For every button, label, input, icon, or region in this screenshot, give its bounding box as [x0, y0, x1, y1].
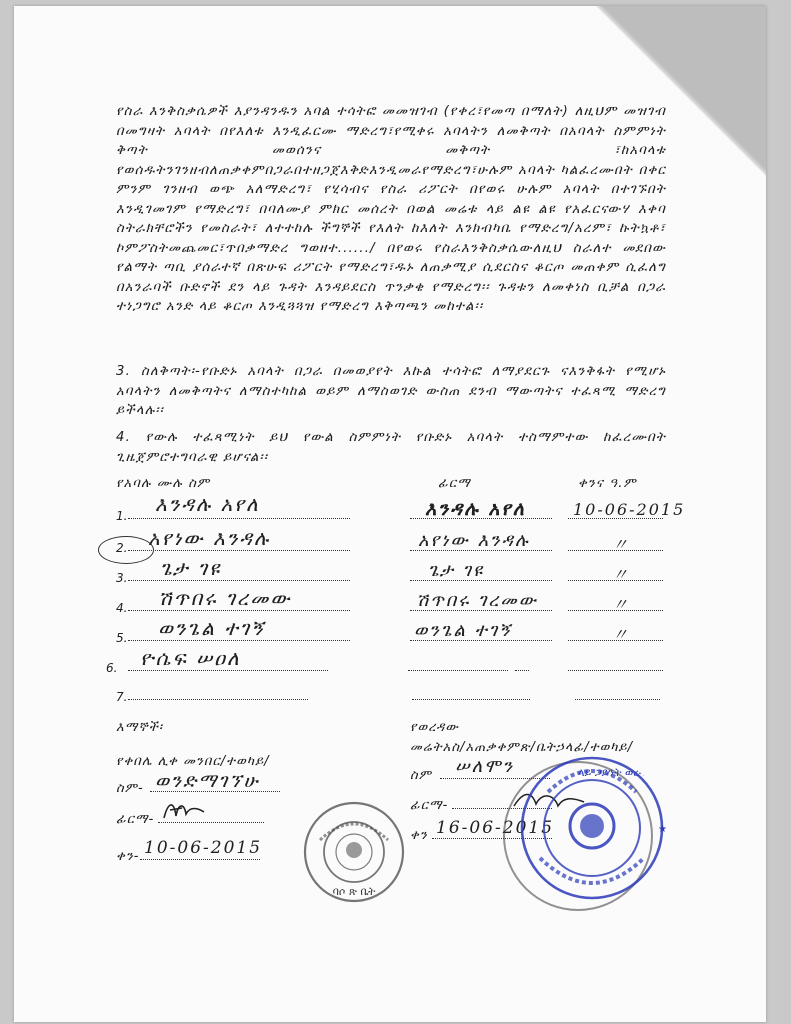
- row-number: 6.: [106, 661, 118, 675]
- member-name-handwritten: ዮሴፍ ሠዐለ: [140, 646, 241, 670]
- name-line: [128, 670, 328, 671]
- kebele-stamp: [302, 800, 406, 904]
- signature-line: [412, 699, 530, 700]
- witness-name-label: ስም-: [116, 781, 144, 796]
- member-date: 〃: [612, 625, 631, 644]
- name-line: [128, 610, 350, 611]
- header-date: ቀንና ዓ.ም: [578, 476, 637, 491]
- member-signature: ሽጥበሩ ገረመው: [416, 590, 538, 611]
- name-line: [128, 699, 308, 700]
- officer-date-handwritten: 16-06-2015: [436, 818, 555, 838]
- svg-text:★: ★: [658, 824, 667, 835]
- paragraph-activities: የስራ እንቅስቃሴዎች እያንዳንዱን አባል ተሳትፎ መመዝገብ (የቀረ፣የመጣ በማለት) ለዚህም መዝገብ በመግዛት አባላት በየእለቱ እንዲፈርሙ ማድረግ፣የሚቀሩ አባላትን ለመቅጣት በአባላት ስምምነት ቅጣት መወሰንና መቅጣት ፣ከአባላቱ የወሰዱትንገንዘብለጠቃቀምበጋራበተዘጋጀእቅድእንዲመራየማድረግ፣ሁሉም አባላት ካልፈረሙበት በቀር ምንም ገንዘብ ወጭ አለማድረግ፣ የሂሳብና የስራ ሪፖርት በየወሩ ሁሉም አባላት በተገኙበት እንዲገመገም የማድረግ፣ በባለሙያ ምክር መሰረት በወል መሬቱ ላይ ልዩ ልዩ የአፈርናውሃ እቀባ ስትራክቸሮችን የመስራት፣ ለተተከሉ ችግኞች የእለት ከእለት እንክብካቤ የማድረግ/አረም፣ ኩትኳቶ፣ ኮምፖስትመጨመር፣ጥበቃማድረ ግወዘተ....../ በየወሩ የስራእንቅስቃሴውለዚህ ስራለተ መደበው የልማት ጣቢ ያሰራተኛ በጽሁፍ ሪፖርት የማድረግ፣ዱኑ ለጠቃሚያ ሲደርስና ቆርጦ መጠቀም ሲፈለግ በአንራባች ቡድኖች ደን ላይ ጉዳት እንዳይደርስ ጥንቃቄ የማድረግ፡፡ ጉዳቱን ለመቀነስ ቢቻል በጋራ ተነጋግሮ አንድ ላይ ቆርጦ እንዲጓጓዝ የማድረግ እቅጣጫን መከተል፡፡: [116, 104, 666, 314]
- row-number: 3.: [116, 571, 128, 585]
- member-date: 〃: [612, 595, 631, 614]
- header-member-name: የአባሉ ሙሉ ስም: [116, 476, 211, 491]
- row-number: 4.: [116, 601, 128, 615]
- officer-signature-label: ፊርማ-: [410, 798, 449, 813]
- date-line: [568, 670, 663, 671]
- member-date: 10-06-2015: [573, 500, 686, 519]
- witnesses-heading: እማኞች፡: [116, 720, 164, 735]
- paragraph-validity: 4. የውሉ ተፈጻሚነት ይህ የውል ስምምነት የቡድኑ አባላት ተስማምተው ከፈረሙበት ጊዜጀምሮተግባራዊ ይሆናል፡፡: [116, 430, 666, 465]
- witness-date-label: ቀን-: [116, 849, 140, 864]
- member-signature: ጌታ ገዩ: [428, 560, 484, 581]
- paragraph-penalty: 3. ስለቅጣት፡-የቡድኑ አባላት በጋራ በመወያየት እኩል ተሳትፎ ለማያደርጉ ናእንቅፋት የሚሆኑ አባላትን ለመቅጣትና ለማስተካከል ወይም ለማስወገድ ውስጠ ደንብ ማውጣትና ተፈጻሚ ማድረግ ይችላሉ፡፡: [116, 364, 666, 418]
- officer-name-handwritten: ሠለሞን: [455, 756, 515, 777]
- svg-text:ባሶ ጽ ቤት: ባሶ ጽ ቤት: [332, 885, 376, 898]
- witness-signature-scribble: [160, 796, 220, 824]
- witness-date-line: [140, 859, 260, 860]
- name-line: [128, 640, 350, 641]
- member-name-handwritten: አየነው እንዳሉ: [148, 526, 271, 550]
- row-number: 7.: [116, 690, 128, 704]
- signature-line-tail: [515, 670, 529, 671]
- header-signature: ፊርማ: [438, 476, 471, 491]
- date-line: [575, 699, 660, 700]
- member-name-handwritten: ሽጥበሩ ገረመው: [158, 586, 292, 610]
- officer-name-label: ስም: [410, 768, 432, 783]
- member-name-handwritten: ወንጌል ተገኝ: [158, 616, 265, 640]
- row-number: 2.: [116, 541, 128, 555]
- name-line: [128, 518, 350, 519]
- member-signature: አየነው እንዳሉ: [418, 530, 530, 551]
- witness-name-handwritten: ወንድማገኘሁ: [155, 770, 260, 792]
- member-date: 〃: [612, 535, 631, 554]
- woreda-stamp: [492, 752, 670, 914]
- member-name-handwritten: እንዳሉ አየለ: [155, 492, 260, 516]
- row-number: 1.: [116, 509, 128, 523]
- witness-date-handwritten: 10-06-2015: [144, 838, 263, 858]
- kebele-chair-label: የቀበሌ ሊቀ መንበር/ተወካይ/: [116, 754, 270, 769]
- woreda-heading: የወረዳው: [410, 720, 459, 735]
- member-name-handwritten: ጌታ ገዩ: [160, 556, 222, 580]
- row-number: 5.: [116, 631, 128, 645]
- land-office-label: መሬትአስ/አጠቃቀምጽ/ቤትኃላፊ/ተወካይ/: [410, 740, 634, 755]
- svg-text:ላይ ጋይንት ወረዳ: ላይ ጋይንት ወረዳ: [578, 766, 646, 779]
- witness-signature-label: ፊርማ-: [116, 812, 155, 827]
- name-line: [128, 580, 350, 581]
- signature-line: [408, 670, 508, 671]
- member-signature: ወንጌል ተገኝ: [414, 620, 512, 641]
- member-date: 〃: [612, 565, 631, 584]
- officer-date-label: ቀን: [410, 828, 428, 843]
- name-line: [128, 550, 350, 551]
- member-signature: እንዳሉ አየለ: [425, 498, 526, 520]
